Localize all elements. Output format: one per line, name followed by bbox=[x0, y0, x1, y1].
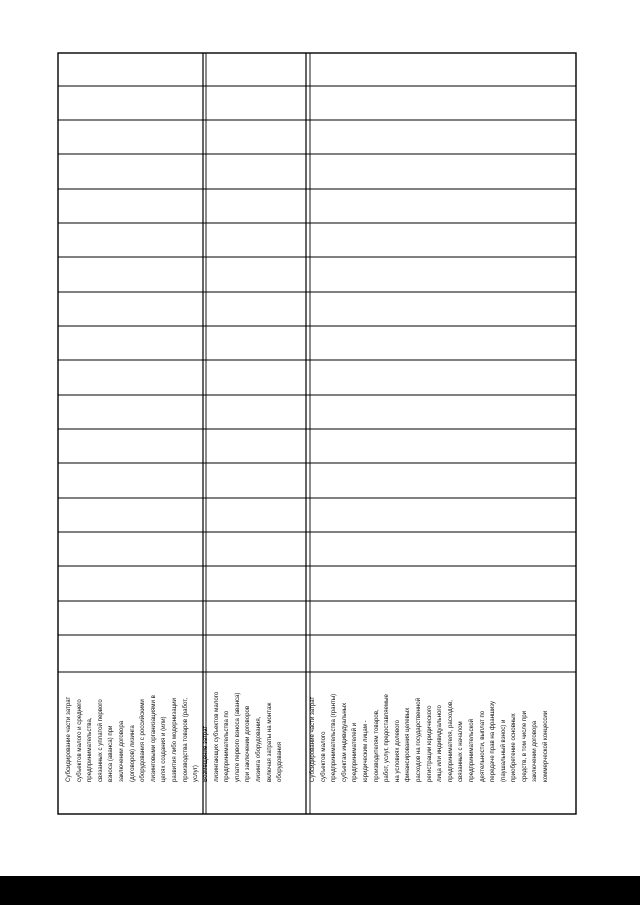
table-cell-text: Возмещение затрат лизингающих субъектов малого предпринимательства по уплате первого взноса (аванса) при заключении договоров лизинга оборудования, включая затраты на монтаж оборудования bbox=[202, 691, 284, 782]
table-cell-text: Субсидирование части затрат субъектов малого и среднего предпринимательства, связанных с уплатой первого взноса (аванса) при заключении договора (договоров) лизинга оборудования с российскими лизинговыми организациями в целях создания и (или) развития либо модернизации производства товаров (работ, услуг) bbox=[65, 695, 200, 782]
table-cell-text: Субсидирование части затрат субъектов малого предпринимательства (гранты) субъектам индивидуальных предпринимателей и юридическим лицам - производителям товаров, работ, услуг, предоставляемые на условиях долевого финансирования целевых расходов на государственной регистрации юридического лица или индивидуального предпринимателя, расходов, связанных с началом предпринимательской деятельности, выплат по передаче прав на франшизу (паушальный взнос) и приобретение основных средств, в том числе при заключении договора коммерческой концессии bbox=[309, 693, 550, 782]
scan-bottom-edge bbox=[0, 876, 640, 905]
